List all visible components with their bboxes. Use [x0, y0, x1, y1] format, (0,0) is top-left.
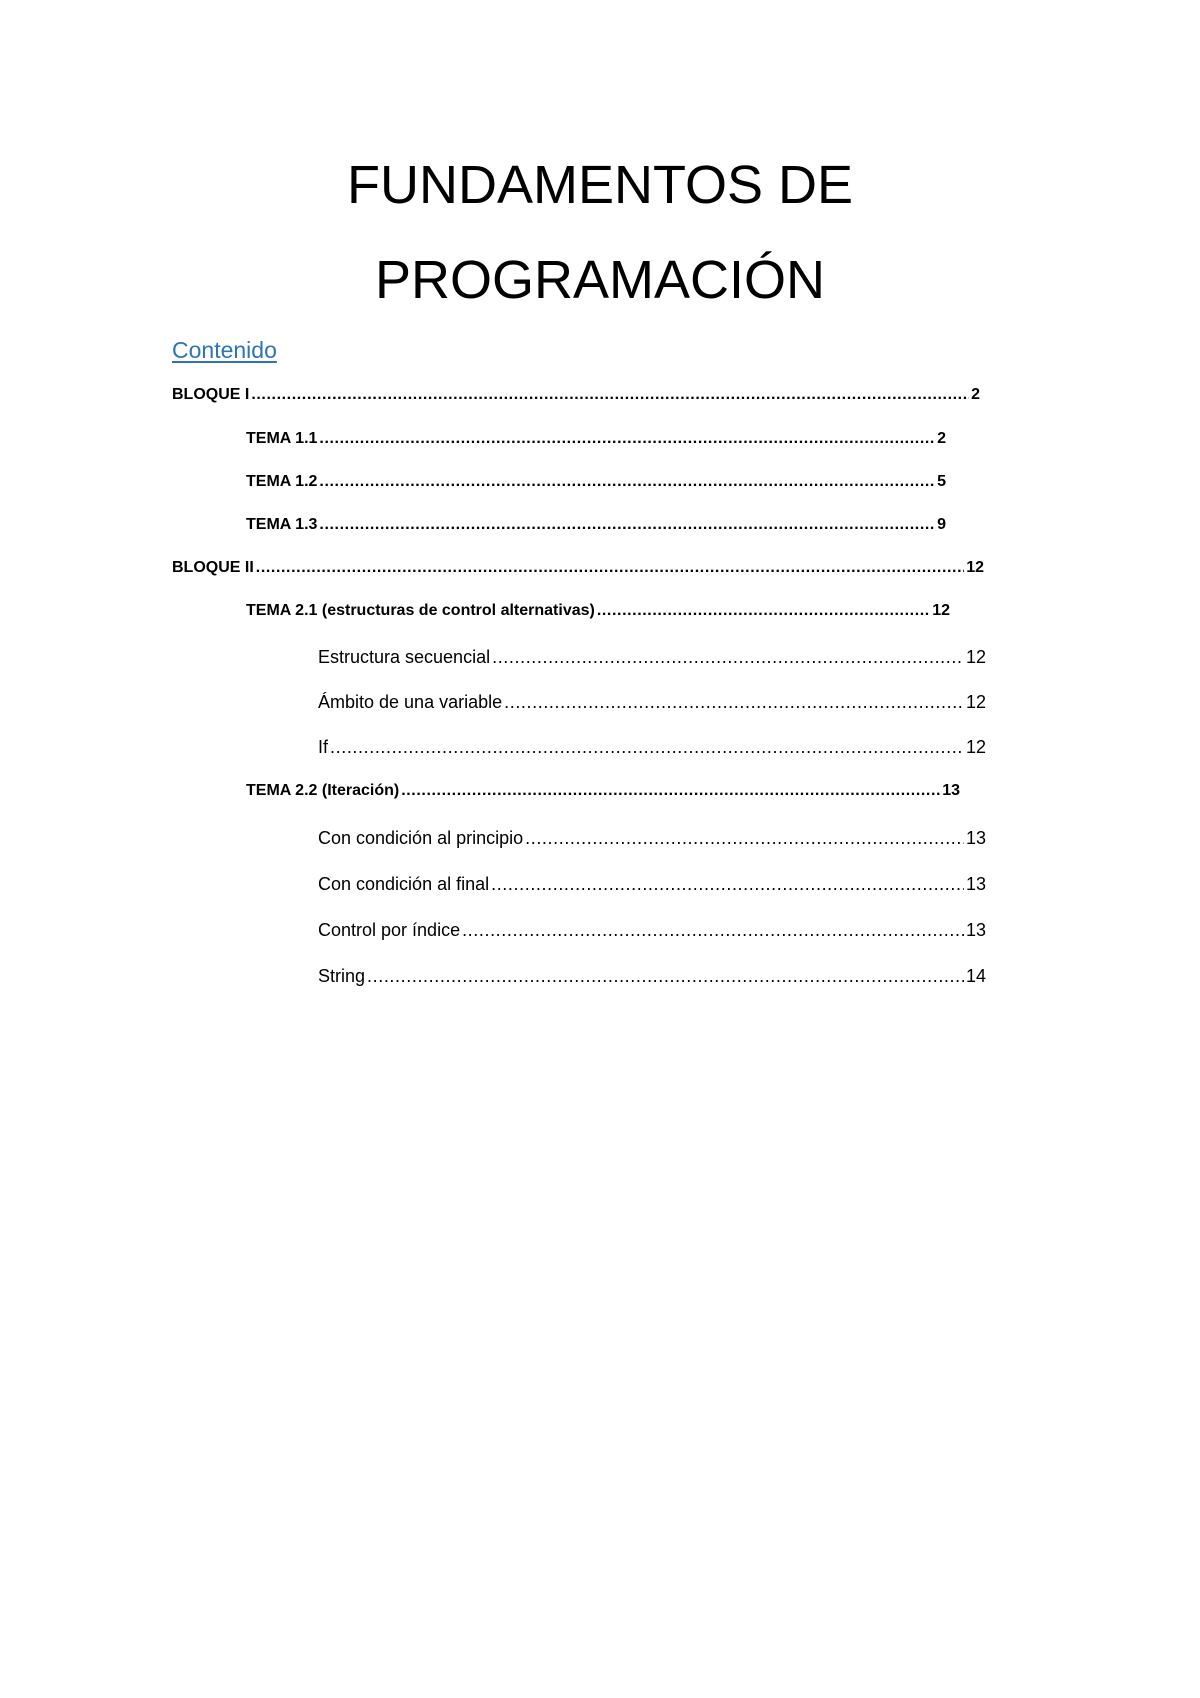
toc-dot-leader [504, 692, 964, 713]
document-title-line-2: PROGRAMACIÓN [374, 250, 826, 310]
toc-entry-control-indice[interactable] [318, 920, 986, 944]
toc-entry-label: Con condición al final [318, 874, 490, 894]
toc-entry-label: Ámbito de una variable [318, 692, 503, 712]
toc-entry-label: TEMA 1.1 [246, 430, 318, 447]
toc-dot-leader [330, 737, 964, 758]
toc-entry-page-number: 13 [942, 782, 960, 799]
toc-entry-label: Con condición al principio [318, 828, 524, 848]
toc-entry-page-number: 9 [937, 516, 946, 533]
toc-entry-label: BLOQUE I [172, 386, 250, 403]
toc-entry-label: String [318, 966, 366, 986]
toc-entry-page-number: 12 [965, 692, 986, 712]
toc-dot-leader [597, 602, 930, 620]
toc-dot-leader [251, 386, 969, 404]
toc-dot-leader [319, 430, 935, 448]
toc-entry-bloque-2[interactable] [172, 559, 984, 583]
toc-entry-condicion-principio[interactable] [318, 828, 986, 852]
toc-dot-leader [319, 473, 935, 491]
toc-entry-page-number: 12 [966, 559, 984, 576]
toc-entry-page-number: 2 [971, 386, 980, 403]
toc-dot-leader [401, 782, 940, 800]
toc-dot-leader [319, 516, 935, 534]
toc-entry-condicion-final[interactable] [318, 874, 986, 898]
toc-entry-label: TEMA 1.3 [246, 516, 318, 533]
toc-dot-leader [256, 559, 964, 577]
toc-entry-if[interactable] [318, 737, 986, 761]
toc-entry-page-number: 2 [937, 430, 946, 447]
toc-heading-link[interactable]: Contenido [172, 337, 277, 363]
toc-entry-page-number: 5 [937, 473, 946, 490]
toc-entry-page-number: 12 [932, 602, 950, 619]
toc-entry-label: TEMA 2.1 (estructuras de control alternativas) [246, 602, 595, 619]
toc-entry-label: BLOQUE II [172, 559, 254, 576]
toc-entry-page-number: 13 [965, 920, 986, 940]
toc-entry-tema-2-2[interactable] [246, 782, 960, 806]
toc-entry-label: TEMA 2.2 (Iteración) [246, 782, 400, 799]
toc-entry-label: Control por índice [318, 920, 461, 940]
toc-entry-bloque-1[interactable] [172, 386, 980, 410]
toc-dot-leader [525, 828, 964, 849]
toc-entry-tema-1-1[interactable] [246, 430, 946, 454]
toc-entry-page-number: 12 [965, 737, 986, 757]
toc-entry-tema-2-1[interactable] [246, 602, 950, 626]
toc-entry-label: TEMA 1.2 [246, 473, 318, 490]
document-title-line-1: FUNDAMENTOS DE [346, 155, 854, 215]
toc-entry-tema-1-2[interactable] [246, 473, 946, 497]
toc-entry-page-number: 13 [965, 828, 986, 848]
toc-entry-page-number: 14 [965, 966, 986, 986]
toc-entry-estructura-secuencial[interactable] [318, 647, 986, 671]
toc-dot-leader [491, 874, 964, 895]
toc-entry-tema-1-3[interactable] [246, 516, 946, 540]
toc-entry-ambito-variable[interactable] [318, 692, 986, 716]
toc-dot-leader [492, 647, 964, 668]
toc-entry-page-number: 13 [965, 874, 986, 894]
toc-entry-label: Estructura secuencial [318, 647, 491, 667]
toc-entry-label: If [318, 737, 329, 757]
toc-dot-leader [462, 920, 964, 941]
toc-entry-string[interactable] [318, 966, 986, 990]
toc-dot-leader [367, 966, 964, 987]
toc-entry-page-number: 12 [965, 647, 986, 667]
